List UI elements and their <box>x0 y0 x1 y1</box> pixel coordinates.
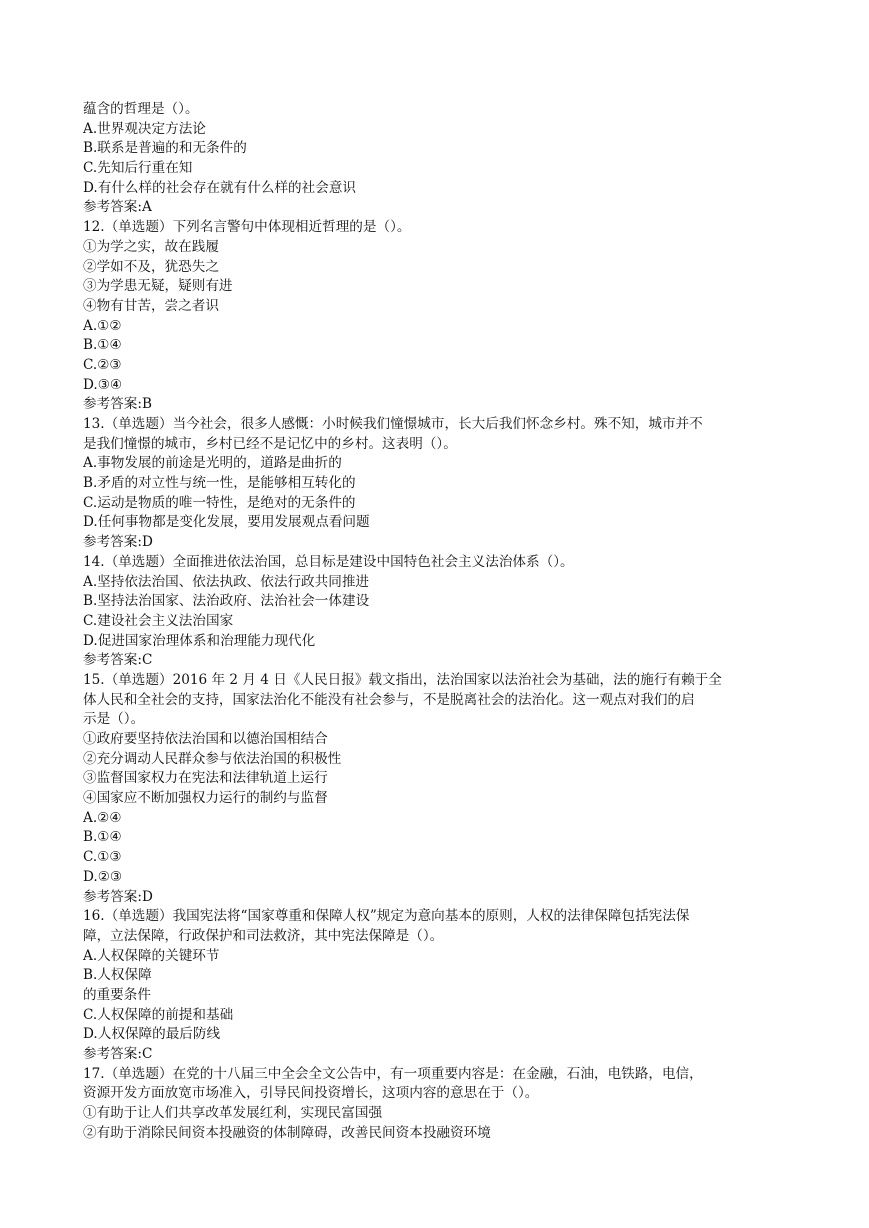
text-line: 参考答案:C <box>83 1046 153 1062</box>
text-line: 14.（单选题）全面推进依法治国，总目标是建设中国特色社会主义法治体系（）。 <box>83 553 574 570</box>
text-line: 12.（单选题）下列名言警句中体现相近哲理的是（）。 <box>83 219 411 236</box>
text-line: 16.（单选题）我国宪法将“国家尊重和保障人权”规定为意向基本的原则，人权的法律保障包括宪法保 <box>83 908 690 925</box>
text-line: 障，立法保障，行政保护和司法救济，其中宪法保障是（）。 <box>83 927 444 944</box>
text-line: ④国家应不断加强权力运行的制约与监督 <box>83 790 328 807</box>
text-line: 参考答案:B <box>83 396 152 413</box>
text-line: ④物有甘苦，尝之者识 <box>83 297 219 314</box>
text-line: 参考答案:D <box>83 534 153 551</box>
text-line: 的重要条件 <box>83 986 151 1003</box>
text-line: D.②③ <box>83 868 123 885</box>
text-line: 示是（）。 <box>83 711 145 728</box>
text-line: 资源开发方面放宽市场准入，引导民间投资增长，这项内容的意思在于（）。 <box>83 1085 539 1102</box>
text-line: C.建设社会主义法治国家 <box>83 612 234 629</box>
text-line: ②充分调动人民群众参与依法治国的积极性 <box>83 750 342 767</box>
text-line: C.①③ <box>83 849 122 866</box>
text-line: A.①② <box>83 317 122 334</box>
text-line: A.②④ <box>83 809 122 826</box>
text-line: 13.（单选题）当今社会，很多人感慨：小时候我们憧憬城市，长大后我们怀念乡村。殊不知，城市并不 <box>83 416 703 432</box>
text-line: A.人权保障的关键环节 <box>83 947 220 964</box>
text-line: ③监督国家权力在宪法和法律轨道上运行 <box>83 770 328 787</box>
text-line: B.矛盾的对立性与统一性，是能够相互转化的 <box>83 475 356 492</box>
text-line: D.任何事物都是变化发展，要用发展观点看问题 <box>83 514 370 531</box>
text-line: 体人民和全社会的支持，国家法治化不能没有社会参与，不是脱离社会的法治化。这一观点对我们的启 <box>83 691 695 708</box>
text-line: ①有助于让人们共享改革发展红利，实现民富国强 <box>83 1105 383 1122</box>
text-line: 15.（单选题）2016 年 2 月 4 日《人民日报》载文指出，法治国家以法治社会为基础，法的施行有赖于全 <box>83 671 722 688</box>
text-line: 是我们憧憬的城市，乡村已经不是记忆中的乡村。这表明（）。 <box>83 435 457 452</box>
text-line: 参考答案:C <box>83 652 153 669</box>
document-page <box>83 100 803 1143</box>
text-line: A.坚持依法治国、依法执政、依法行政共同推进 <box>83 573 370 590</box>
text-line: B.坚持法治国家、法治政府、法治社会一体建设 <box>83 593 370 610</box>
text-line: 17.（单选题）在党的十八届三中全会全文公告中，有一项重要内容是：在金融，石油，电铁路，电信， <box>83 1065 703 1082</box>
text-line: B.①④ <box>83 337 122 354</box>
text-line: 参考答案:D <box>83 888 153 905</box>
text-line: ①为学之实，故在践履 <box>83 238 219 255</box>
text-line: 蕴含的哲理是（）。 <box>83 101 199 117</box>
text-line: 参考答案:A <box>83 199 152 216</box>
text-line: C.人权保障的前提和基础 <box>83 1006 234 1023</box>
text-line: A.世界观决定方法论 <box>83 120 206 137</box>
text-line: D.人权保障的最后防线 <box>83 1026 221 1043</box>
text-line: C.②③ <box>83 356 122 373</box>
text-line: C.运动是物质的唯一特性，是绝对的无条件的 <box>83 494 356 511</box>
text-line: B.联系是普遍的和无条件的 <box>83 140 247 157</box>
text-line: ②有助于消除民间资本投融资的体制障碍，改善民间资本投融资环境 <box>83 1124 491 1141</box>
text-line: C.先知后行重在知 <box>83 160 193 177</box>
text-line: D.有什么样的社会存在就有什么样的社会意识 <box>83 179 357 196</box>
text-line: D.促进国家治理体系和治理能力现代化 <box>83 632 316 649</box>
text-line: ②学如不及，犹恐失之 <box>83 258 219 275</box>
text-line: ①政府要坚持依法治国和以德治国相结合 <box>83 731 328 747</box>
text-line: B.人权保障 <box>83 967 152 984</box>
text-line: B.①④ <box>83 829 122 846</box>
text-line: D.③④ <box>83 376 123 393</box>
text-line: ③为学患无疑，疑则有进 <box>83 278 233 295</box>
text-line: A.事物发展的前途是光明的，道路是曲折的 <box>83 455 342 472</box>
